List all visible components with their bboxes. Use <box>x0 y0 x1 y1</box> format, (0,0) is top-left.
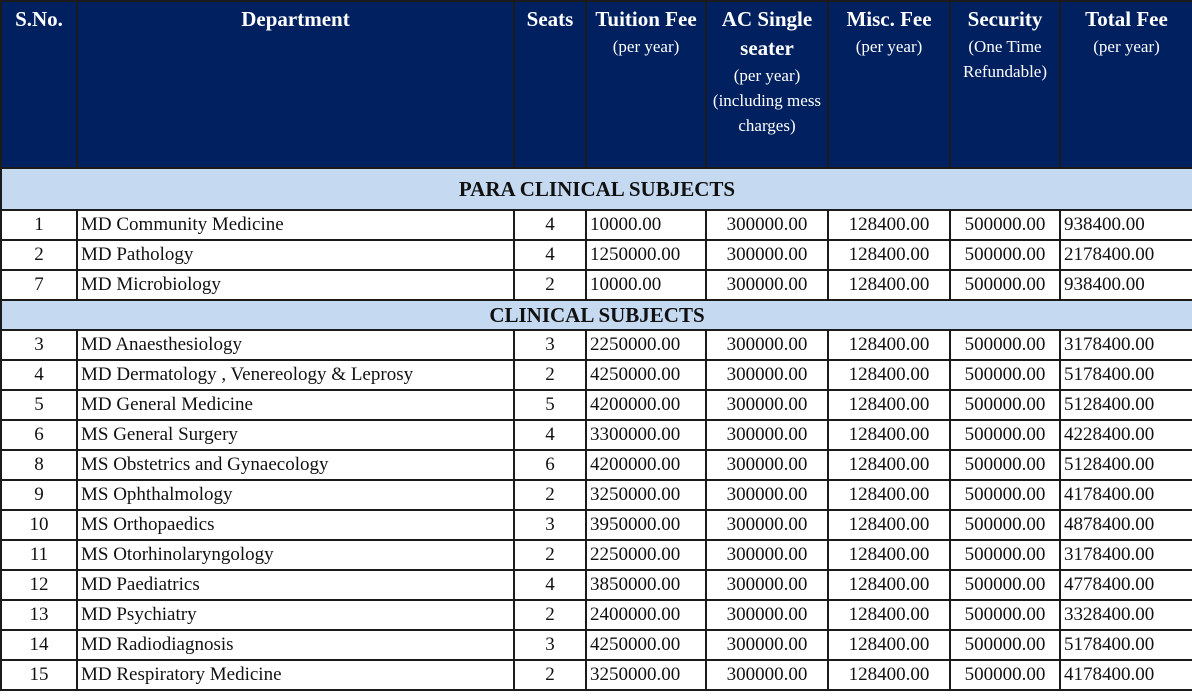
cell-tuition-fee: 4250000.00 <box>586 630 706 660</box>
cell-total-fee: 5128400.00 <box>1060 450 1192 480</box>
cell-ac-single-seater: 300000.00 <box>706 660 828 690</box>
cell-ac-single-seater: 300000.00 <box>706 600 828 630</box>
cell-tuition-fee: 2400000.00 <box>586 600 706 630</box>
cell-tuition-fee: 10000.00 <box>586 210 706 240</box>
cell-misc-fee: 128400.00 <box>828 330 950 360</box>
table-row <box>1 450 1192 480</box>
table-row <box>1 270 1192 300</box>
cell-security: 500000.00 <box>950 360 1060 390</box>
cell-misc-fee: 128400.00 <box>828 480 950 510</box>
cell-department: MS Orthopaedics <box>77 510 514 540</box>
cell-misc-fee: 128400.00 <box>828 420 950 450</box>
cell-total-fee: 3328400.00 <box>1060 600 1192 630</box>
cell-sno: 4 <box>1 360 77 390</box>
cell-ac-single-seater: 300000.00 <box>706 390 828 420</box>
cell-department: MD Psychiatry <box>77 600 514 630</box>
header-tuition-title: Tuition Fee <box>595 7 697 31</box>
cell-total-fee: 3178400.00 <box>1060 330 1192 360</box>
cell-security: 500000.00 <box>950 420 1060 450</box>
cell-ac-single-seater: 300000.00 <box>706 450 828 480</box>
cell-seats: 2 <box>514 270 586 300</box>
table-body <box>1 168 1192 690</box>
cell-tuition-fee: 4250000.00 <box>586 360 706 390</box>
cell-total-fee: 4878400.00 <box>1060 510 1192 540</box>
cell-sno: 3 <box>1 330 77 360</box>
cell-tuition-fee: 3850000.00 <box>586 570 706 600</box>
table-row <box>1 540 1192 570</box>
table-header <box>1 1 1192 168</box>
header-sno-label: S.No. <box>15 7 63 31</box>
cell-sno: 5 <box>1 390 77 420</box>
cell-security: 500000.00 <box>950 510 1060 540</box>
cell-seats: 4 <box>514 420 586 450</box>
header-tuition <box>586 1 706 168</box>
cell-department: MS General Surgery <box>77 420 514 450</box>
cell-department: MD General Medicine <box>77 390 514 420</box>
cell-misc-fee: 128400.00 <box>828 570 950 600</box>
table-row <box>1 630 1192 660</box>
cell-tuition-fee: 4200000.00 <box>586 450 706 480</box>
header-total <box>1060 1 1192 168</box>
table-row <box>1 390 1192 420</box>
cell-total-fee: 2178400.00 <box>1060 240 1192 270</box>
cell-misc-fee: 128400.00 <box>828 360 950 390</box>
section-row <box>1 168 1192 210</box>
cell-ac-single-seater: 300000.00 <box>706 330 828 360</box>
cell-sno: 12 <box>1 570 77 600</box>
cell-tuition-fee: 3950000.00 <box>586 510 706 540</box>
header-misc-title: Misc. Fee <box>846 7 932 31</box>
cell-ac-single-seater: 300000.00 <box>706 270 828 300</box>
header-misc <box>828 1 950 168</box>
cell-total-fee: 4178400.00 <box>1060 660 1192 690</box>
header-ac-title: AC Single seater <box>721 7 813 60</box>
cell-sno: 8 <box>1 450 77 480</box>
header-row <box>1 1 1192 168</box>
cell-total-fee: 5178400.00 <box>1060 360 1192 390</box>
cell-ac-single-seater: 300000.00 <box>706 420 828 450</box>
cell-tuition-fee: 10000.00 <box>586 270 706 300</box>
cell-misc-fee: 128400.00 <box>828 240 950 270</box>
table-row <box>1 210 1192 240</box>
header-security <box>950 1 1060 168</box>
cell-misc-fee: 128400.00 <box>828 510 950 540</box>
cell-misc-fee: 128400.00 <box>828 630 950 660</box>
cell-tuition-fee: 4200000.00 <box>586 390 706 420</box>
cell-seats: 4 <box>514 240 586 270</box>
header-tuition-sub: (per year) <box>612 37 680 56</box>
cell-tuition-fee: 3250000.00 <box>586 660 706 690</box>
cell-department: MD Radiodiagnosis <box>77 630 514 660</box>
cell-department: MD Community Medicine <box>77 210 514 240</box>
cell-misc-fee: 128400.00 <box>828 600 950 630</box>
cell-security: 500000.00 <box>950 540 1060 570</box>
cell-tuition-fee: 3300000.00 <box>586 420 706 450</box>
table-row <box>1 510 1192 540</box>
cell-security: 500000.00 <box>950 570 1060 600</box>
cell-misc-fee: 128400.00 <box>828 210 950 240</box>
table-row <box>1 360 1192 390</box>
cell-security: 500000.00 <box>950 480 1060 510</box>
cell-seats: 2 <box>514 540 586 570</box>
cell-security: 500000.00 <box>950 240 1060 270</box>
cell-seats: 3 <box>514 510 586 540</box>
cell-seats: 2 <box>514 360 586 390</box>
table-row <box>1 660 1192 690</box>
cell-total-fee: 938400.00 <box>1060 270 1192 300</box>
header-ac <box>706 1 828 168</box>
cell-total-fee: 4228400.00 <box>1060 420 1192 450</box>
section-title: CLINICAL SUBJECTS <box>1 300 1192 330</box>
header-seats-label: Seats <box>526 7 574 31</box>
cell-misc-fee: 128400.00 <box>828 540 950 570</box>
cell-department: MD Respiratory Medicine <box>77 660 514 690</box>
cell-sno: 9 <box>1 480 77 510</box>
header-ac-sub: (per year) (including mess charges) <box>712 66 822 135</box>
cell-sno: 1 <box>1 210 77 240</box>
cell-misc-fee: 128400.00 <box>828 390 950 420</box>
section-title: PARA CLINICAL SUBJECTS <box>1 168 1192 210</box>
header-total-title: Total Fee <box>1085 7 1168 31</box>
cell-seats: 3 <box>514 330 586 360</box>
header-misc-sub: (per year) <box>855 37 923 56</box>
cell-seats: 3 <box>514 630 586 660</box>
cell-seats: 2 <box>514 480 586 510</box>
cell-seats: 2 <box>514 600 586 630</box>
cell-ac-single-seater: 300000.00 <box>706 570 828 600</box>
cell-seats: 6 <box>514 450 586 480</box>
cell-security: 500000.00 <box>950 630 1060 660</box>
cell-security: 500000.00 <box>950 330 1060 360</box>
cell-ac-single-seater: 300000.00 <box>706 480 828 510</box>
cell-sno: 14 <box>1 630 77 660</box>
cell-ac-single-seater: 300000.00 <box>706 630 828 660</box>
cell-security: 500000.00 <box>950 450 1060 480</box>
cell-security: 500000.00 <box>950 390 1060 420</box>
table-row <box>1 420 1192 450</box>
header-total-sub: (per year) <box>1093 37 1160 56</box>
cell-department: MS Otorhinolaryngology <box>77 540 514 570</box>
table-row <box>1 240 1192 270</box>
cell-ac-single-seater: 300000.00 <box>706 360 828 390</box>
cell-security: 500000.00 <box>950 600 1060 630</box>
cell-tuition-fee: 2250000.00 <box>586 330 706 360</box>
cell-seats: 4 <box>514 570 586 600</box>
table-row <box>1 480 1192 510</box>
cell-total-fee: 4778400.00 <box>1060 570 1192 600</box>
table-row <box>1 570 1192 600</box>
cell-sno: 10 <box>1 510 77 540</box>
cell-total-fee: 3178400.00 <box>1060 540 1192 570</box>
header-department-label: Department <box>241 7 350 31</box>
cell-sno: 6 <box>1 420 77 450</box>
cell-ac-single-seater: 300000.00 <box>706 540 828 570</box>
cell-tuition-fee: 3250000.00 <box>586 480 706 510</box>
cell-department: MS Obstetrics and Gynaecology <box>77 450 514 480</box>
cell-security: 500000.00 <box>950 210 1060 240</box>
cell-security: 500000.00 <box>950 660 1060 690</box>
cell-total-fee: 4178400.00 <box>1060 480 1192 510</box>
cell-department: MD Anaesthesiology <box>77 330 514 360</box>
table-row <box>1 330 1192 360</box>
cell-sno: 13 <box>1 600 77 630</box>
cell-department: MS Ophthalmology <box>77 480 514 510</box>
cell-ac-single-seater: 300000.00 <box>706 210 828 240</box>
cell-tuition-fee: 1250000.00 <box>586 240 706 270</box>
section-row <box>1 300 1192 330</box>
cell-total-fee: 5128400.00 <box>1060 390 1192 420</box>
cell-ac-single-seater: 300000.00 <box>706 240 828 270</box>
cell-seats: 2 <box>514 660 586 690</box>
cell-department: MD Dermatology , Venereology & Leprosy <box>77 360 514 390</box>
cell-ac-single-seater: 300000.00 <box>706 510 828 540</box>
header-department <box>77 1 514 168</box>
cell-sno: 15 <box>1 660 77 690</box>
cell-sno: 2 <box>1 240 77 270</box>
cell-tuition-fee: 2250000.00 <box>586 540 706 570</box>
cell-sno: 11 <box>1 540 77 570</box>
cell-department: MD Microbiology <box>77 270 514 300</box>
cell-total-fee: 938400.00 <box>1060 210 1192 240</box>
table-row <box>1 600 1192 630</box>
cell-department: MD Pathology <box>77 240 514 270</box>
cell-department: MD Paediatrics <box>77 570 514 600</box>
header-seats <box>514 1 586 168</box>
cell-misc-fee: 128400.00 <box>828 660 950 690</box>
header-sno <box>1 1 77 168</box>
header-security-sub: (One Time Refundable) <box>962 37 1048 81</box>
cell-sno: 7 <box>1 270 77 300</box>
cell-seats: 4 <box>514 210 586 240</box>
cell-security: 500000.00 <box>950 270 1060 300</box>
cell-total-fee: 5178400.00 <box>1060 630 1192 660</box>
cell-misc-fee: 128400.00 <box>828 270 950 300</box>
header-security-title: Security <box>967 7 1043 31</box>
cell-seats: 5 <box>514 390 586 420</box>
cell-misc-fee: 128400.00 <box>828 450 950 480</box>
